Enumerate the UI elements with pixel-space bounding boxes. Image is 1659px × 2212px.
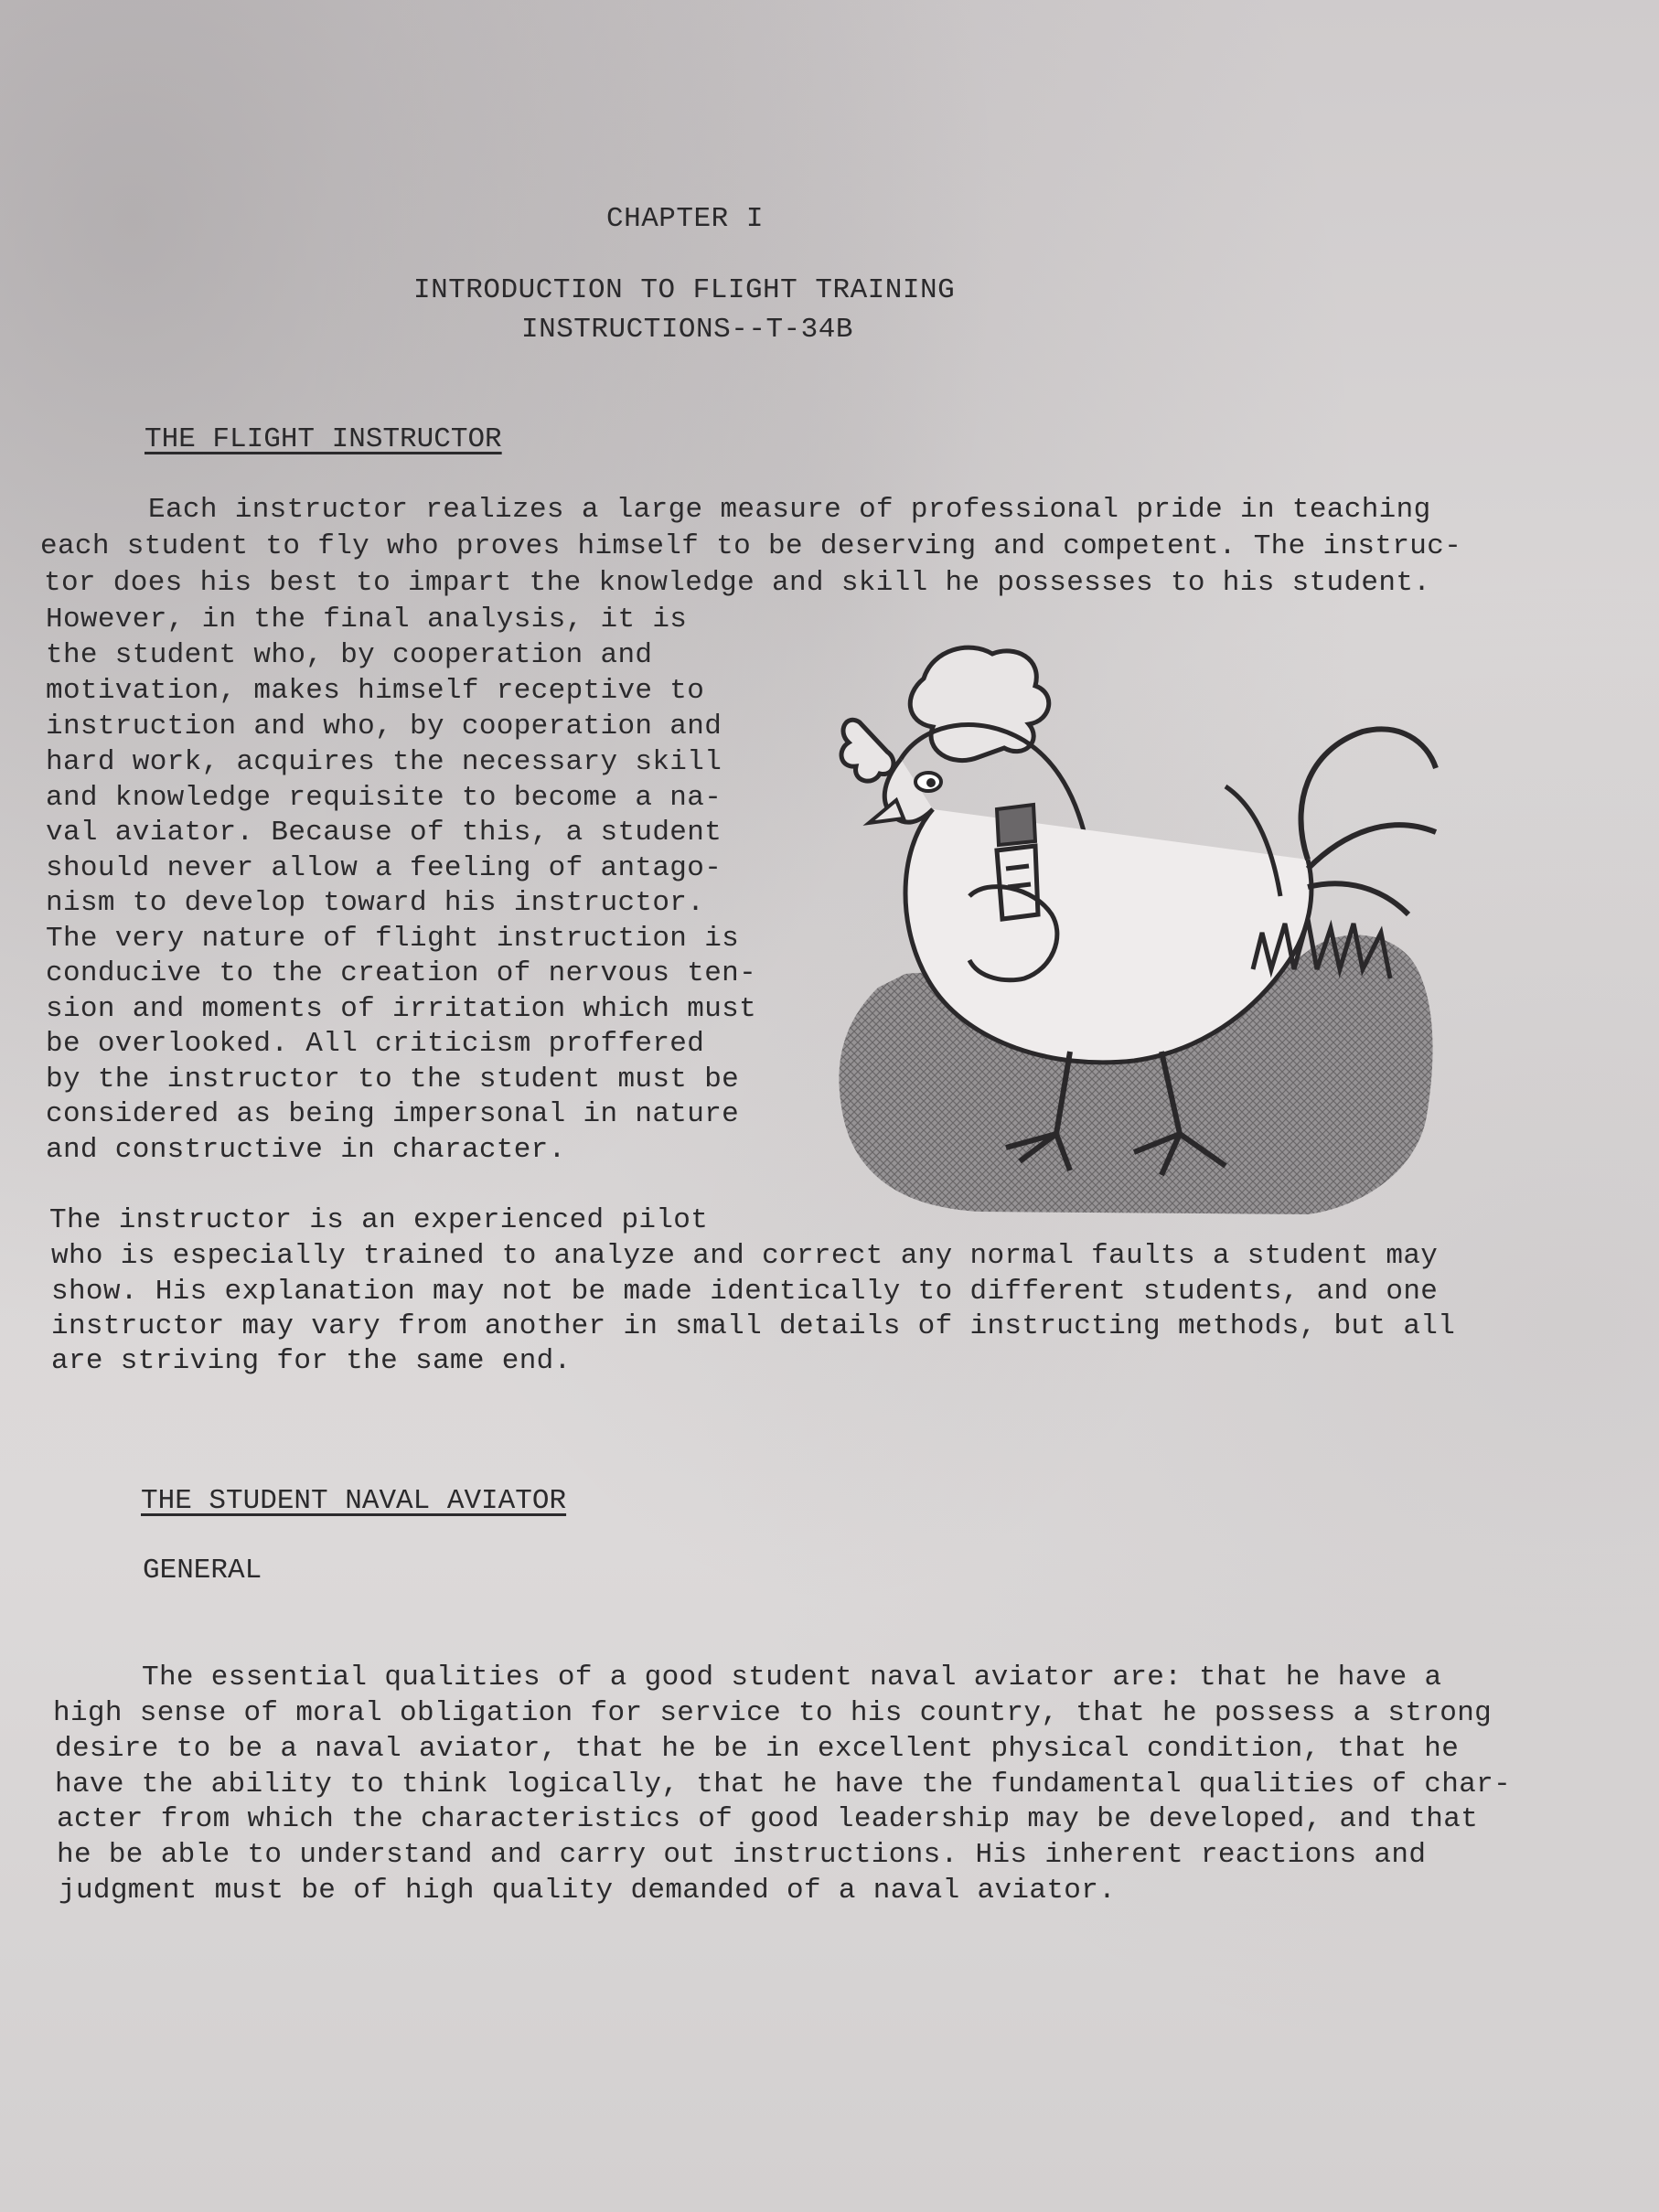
chapter-title: INTRODUCTION TO FLIGHT TRAINING [413, 274, 956, 306]
text-line: be overlooked. All criticism proffered [46, 1028, 705, 1060]
text-line: instructor may vary from another in small details of instructing methods, but all [51, 1310, 1456, 1342]
text-line: should never allow a feeling of antago- [46, 852, 722, 884]
text-line: have the ability to think logically, that he have the fundamental qualities of char- [55, 1769, 1512, 1801]
text-line: desire to be a naval aviator, that he be in excellent physical condition, that he [55, 1733, 1460, 1765]
section-heading-student-naval-aviator: THE STUDENT NAVAL AVIATOR [141, 1485, 567, 1517]
text-line: show. His explanation may not be made identically to different students, and one [51, 1276, 1439, 1308]
chapter-number: CHAPTER I [606, 203, 764, 235]
text-line: val aviator. Because of this, a student [46, 817, 722, 849]
text-line: motivation, makes himself receptive to [46, 675, 705, 707]
rooster-icon [796, 622, 1454, 1244]
text-line: sion and moments of irritation which must [46, 993, 757, 1025]
text-line: The essential qualities of a good student naval aviator are: that he have a [142, 1662, 1442, 1694]
text-line: tor does his best to impart the knowledge and skill he possesses to his student. [44, 567, 1431, 599]
section-heading-flight-instructor: THE FLIGHT INSTRUCTOR [144, 423, 502, 455]
subheading-general: GENERAL [143, 1555, 262, 1587]
text-line: instruction and who, by cooperation and [46, 711, 722, 743]
text-line: The very nature of flight instruction is [46, 923, 740, 955]
text-line: However, in the final analysis, it is [46, 604, 688, 636]
chapter-subtitle: INSTRUCTIONS--T-34B [521, 314, 853, 346]
text-line: he be able to understand and carry out instructions. His inherent reactions and [57, 1839, 1427, 1871]
text-line: and constructive in character. [46, 1134, 566, 1166]
text-line: considered as being impersonal in nature [46, 1098, 740, 1130]
text-line: acter from which the characteristics of good leadership may be developed, and that [57, 1803, 1479, 1835]
text-line: conducive to the creation of nervous ten- [46, 957, 757, 989]
text-line: each student to fly who proves himself to be deserving and competent. The instruc- [40, 530, 1462, 562]
text-line: and knowledge requisite to become a na- [46, 782, 722, 814]
text-line: the student who, by cooperation and [46, 639, 653, 671]
text-line: Each instructor realizes a large measure of professional pride in teaching [148, 494, 1431, 526]
text-line: The instructor is an experienced pilot [49, 1204, 709, 1236]
text-line: nism to develop toward his instructor. [46, 887, 705, 919]
text-line: who is especially trained to analyze and correct any normal faults a student may [51, 1240, 1439, 1272]
text-line: hard work, acquires the necessary skill [46, 746, 722, 778]
text-line: are striving for the same end. [51, 1345, 572, 1377]
text-line: high sense of moral obligation for service to his country, that he possess a strong [53, 1697, 1493, 1729]
text-line: judgment must be of high quality demanded of a naval aviator. [59, 1875, 1117, 1907]
text-line: by the instructor to the student must be [46, 1063, 740, 1095]
